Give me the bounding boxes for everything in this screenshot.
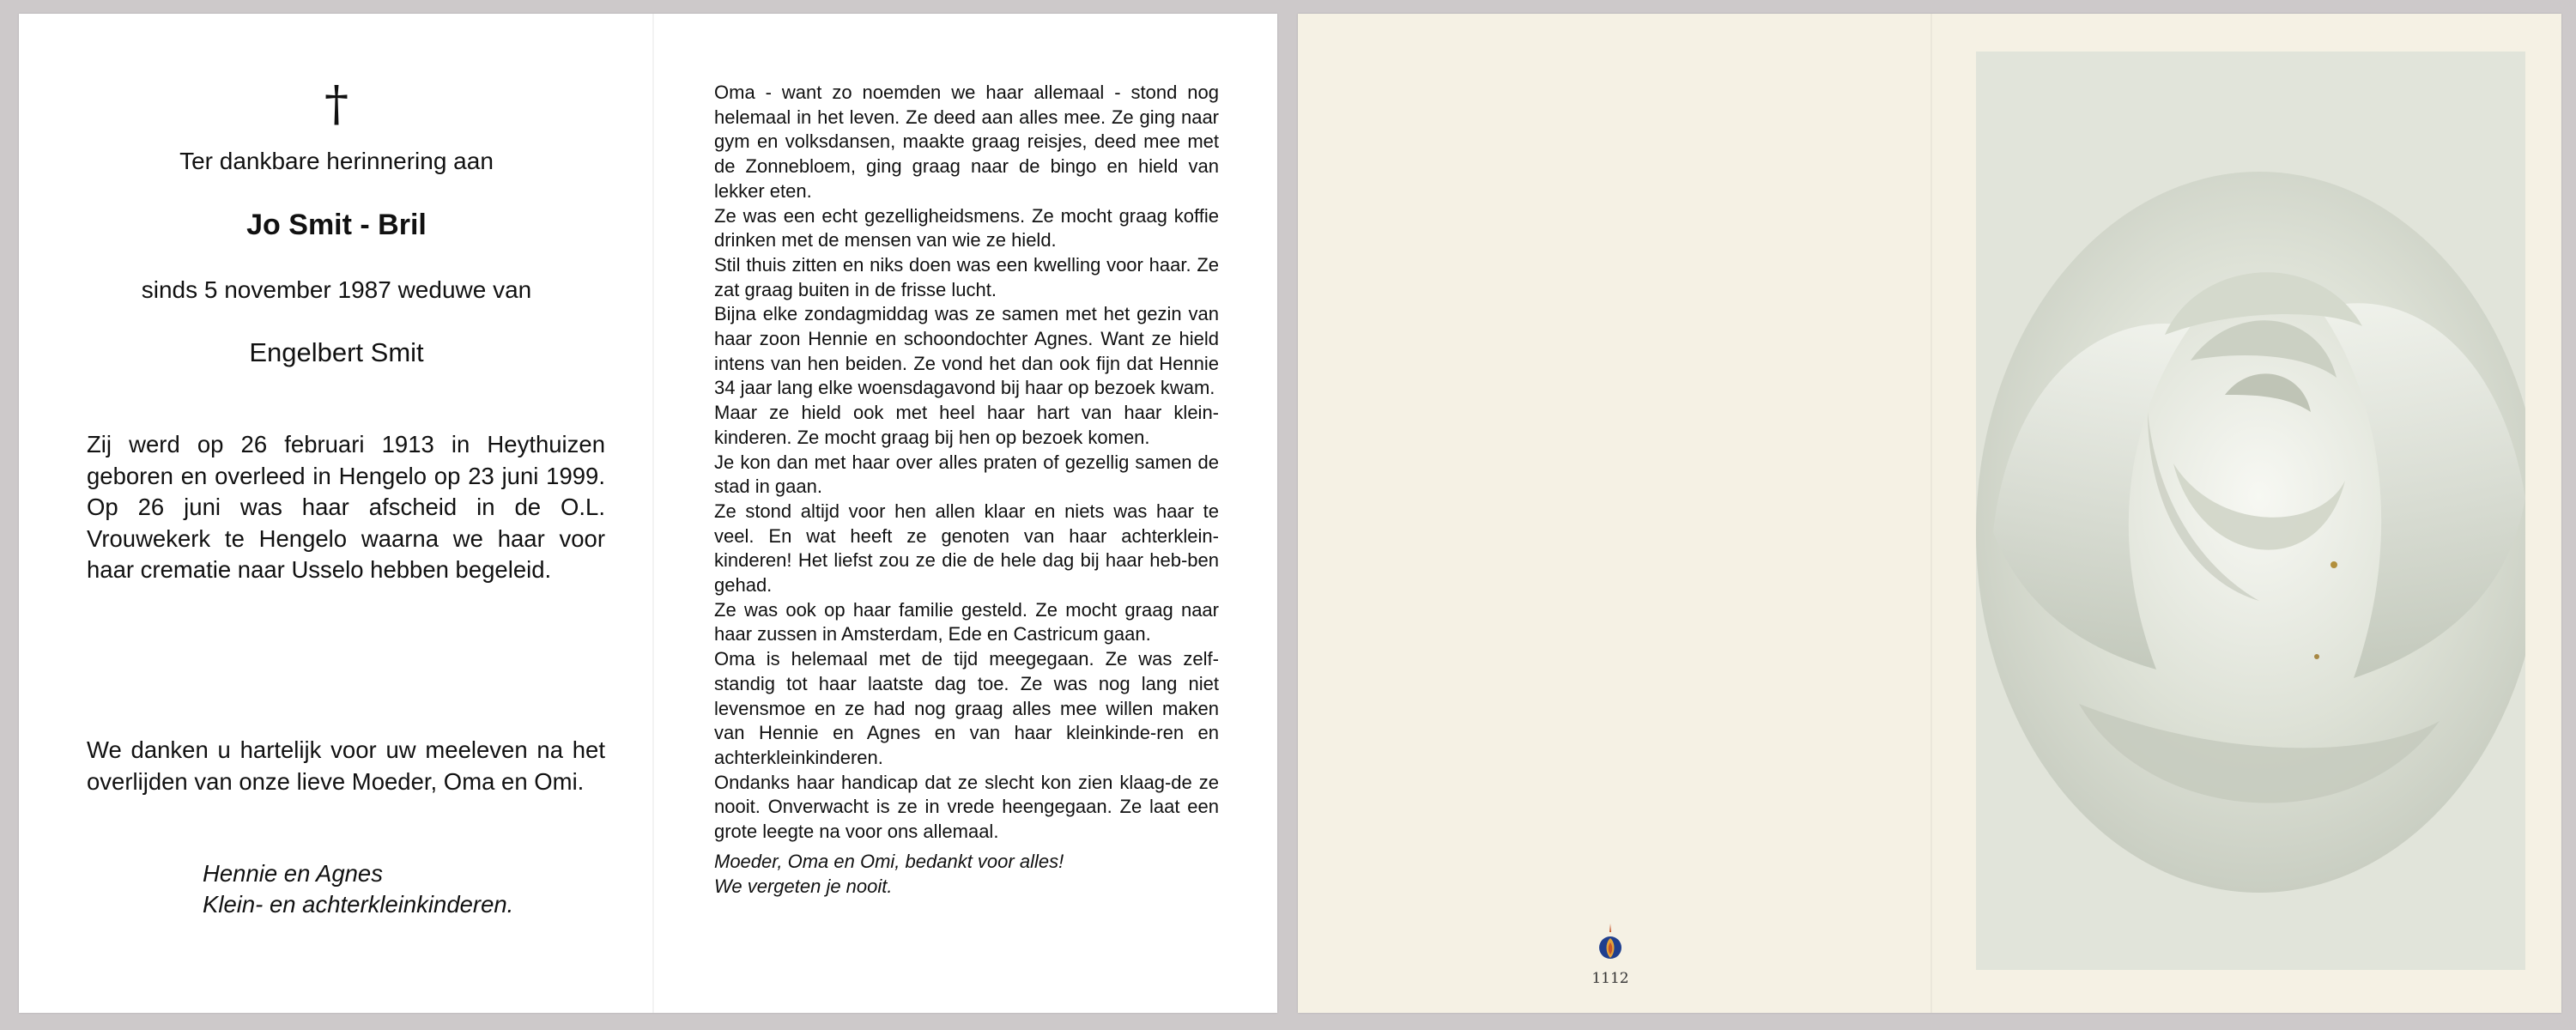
cross-icon: † [324, 76, 349, 132]
signature-line-1: Hennie en Agnes [203, 860, 383, 887]
card-text-side [19, 14, 1277, 1013]
card-left-column [19, 14, 654, 1013]
rose-illustration [1976, 52, 2525, 970]
rose-image [1976, 52, 2525, 970]
memorial-paragraph: Ze was een echt gezelligheidsmens. Ze mocht graag koffie drinken met de mensen van wie ze hield. [714, 204, 1219, 251]
widow-line: sinds 5 november 1987 weduwe van [141, 276, 532, 303]
memorial-paragraph: Oma is helemaal met de tijd meegegaan. Ze was zelf-standig tot haar laatste dag toe. Ze was nog lang niet levensmoe en ze had nog graag alles mee willen maken van Hennie en Agnes en van haar kleinkinde-ren en achterkleinkinderen. [714, 648, 1219, 768]
intro-text: Ter dankbare herinnering aan [179, 148, 494, 174]
memorial-paragraph: Ze was ook op haar familie gesteld. Ze mocht graag naar haar zussen in Amsterdam, Ede en Castricum gaan. [714, 598, 1219, 645]
memorial-paragraph: Maar ze hield ook met heel haar hart van haar klein-kinderen. Ze mocht graag bij hen op bezoek komen. [714, 402, 1219, 448]
card-right-column [714, 81, 1219, 899]
signature-line-2: Klein- en achterkleinkinderen. [203, 891, 514, 918]
closing-line-1: Moeder, Oma en Omi, bedankt voor alles! [714, 850, 1064, 872]
memorial-paragraph: Bijna elke zondagmiddag was ze samen met het gezin van haar zoon Hennie en schoondochter Agnes. Want ze hield intens van hen beiden. Ze vond het dan ook fijn dat Hennie 34 jaar lang elke woensdagavond bij haar op bezoek kwam. [714, 303, 1219, 399]
memorial-paragraph: Stil thuis zitten en niks doen was een kwelling voor haar. Ze zat graag buiten in de frisse lucht. [714, 253, 1219, 300]
deceased-name: Jo Smit - Bril [246, 209, 427, 241]
closing-line-2: We vergeten je nooit. [714, 875, 893, 897]
cover-fold-line [1930, 14, 1932, 1013]
memorial-paragraph: Oma - want zo noemden we haar allemaal - stond nog helemaal in het leven. Ze deed aan alles mee. Ze ging naar gym en volksdansen, maakte graag reisjes, deed mee met de Zonnebloem, ging graag naar de bingo en hield van lekker eten. [714, 82, 1219, 202]
thanks-text: We danken u hartelijk voor uw meeleven na het overlijden van onze lieve Moeder, Oma en Omi. [87, 736, 605, 795]
husband-name: Engelbert Smit [249, 337, 424, 367]
memorial-paragraph: Ondanks haar handicap dat ze slecht kon zien klaag-de ze nooit. Onverwacht is ze in vrede heengegaan. Ze laat een grote leegte na voor ons allemaal. [714, 771, 1219, 843]
printer-code: 1112 [1591, 970, 1629, 987]
biography-text: Zij werd op 26 februari 1913 in Heythuizen geboren en overleed in Hengelo op 23 juni 1999. Op 26 juni was haar afscheid in de O.L. Vrouwekerk te Hengelo waarna we haar voor haar crematie naar Usselo hebben begeleid. [87, 431, 605, 583]
dove-logo-icon [1593, 922, 1627, 963]
memorial-paragraph: Ze stond altijd voor hen allen klaar en niets was haar te veel. En wat heeft ze genoten van haar achterklein-kinderen! Het liefst zou ze die de hele dag bij haar heb-ben gehad. [714, 500, 1219, 597]
memorial-paragraph: Je kon dan met haar over alles praten of gezellig samen de stad in gaan. [714, 451, 1219, 498]
card-cover-side [1298, 14, 2561, 1013]
